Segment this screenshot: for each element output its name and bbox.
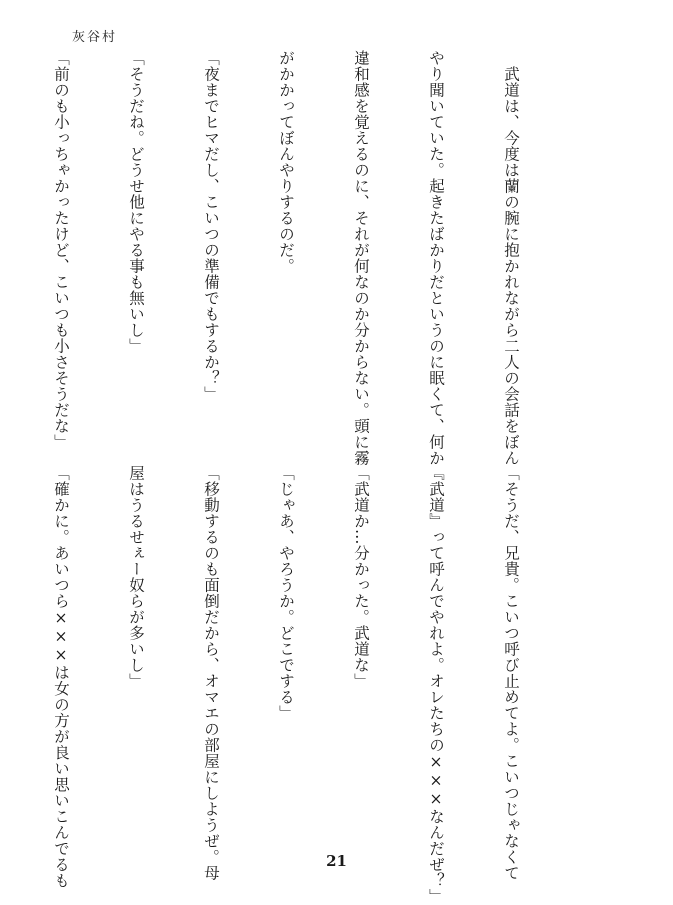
text-line: 『武道』って呼んでやれよ。オレたちの×××なんだぜ？」 [427, 465, 445, 905]
text-line: 違和感を覚えるのに、それが何なのか分からない。頭に霧 [352, 50, 370, 466]
text-line: 武道は、今度は蘭の腕に抱かれながら二人の会話をぼん [502, 50, 520, 466]
text-line: がかかってぼんやりするのだ。 [277, 50, 295, 274]
running-header: 灰谷村 [72, 30, 118, 45]
page-number: 21 [326, 852, 347, 870]
text-line: 「移動するのも面倒だから、オマエの部屋にしようぜ。母 [202, 465, 220, 881]
text-line: 「夜までヒマだし、こいつの準備でもするか？」 [202, 50, 220, 402]
text-line: 「確かに。あいつら×××は女の方が良い思いこんでるも [52, 465, 70, 889]
text-line: 「武道か…分かった。武道な」 [352, 465, 370, 689]
text-line: 「前のも小っちゃかったけど、こいつも小さそうだな」 [52, 50, 70, 450]
text-line: 屋はうるせぇー奴らが多いし」 [127, 465, 145, 689]
text-line: 「そうだね。どうせ他にやる事も無いし」 [127, 50, 145, 354]
text-line: 「そうだ、兄貴。こいつ呼び止めてよ。こいつじゃなくて [502, 465, 520, 881]
text-block-top [52, 50, 573, 466]
text-line: やり聞いていた。起きたばかりだというのに眠くて、何か [427, 50, 445, 466]
text-line: 「じゃあ、やろうか。どこでする」 [277, 465, 295, 721]
